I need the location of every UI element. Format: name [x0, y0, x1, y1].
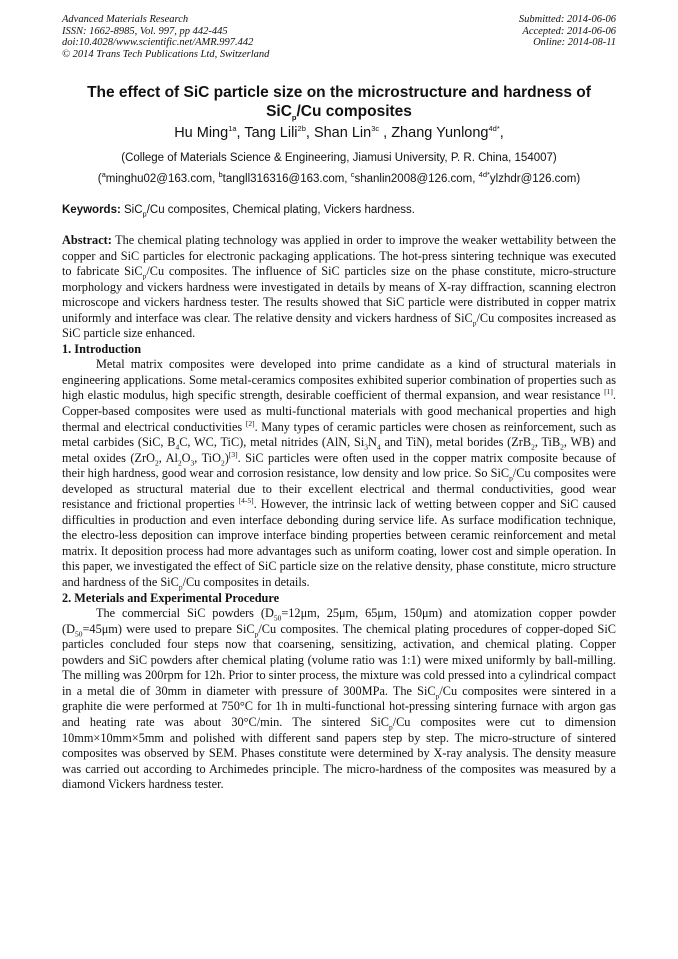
paper-body	[62, 233, 616, 793]
abstract: Abstract: The chemical plating technology was applied in order to improve the weaker wettability between the copper and SiC particles for electronic packaging applications. The hot-press sintering technique was executed to fabricate SiC$_p$/Cu composites. The influence of SiC particles size on the phase constitute, micro-structure morphology and vickers hardness were investigated in details by means of X-ray diffraction, scanning electron microscope and vickers hardness tester. The results showed that SiC particle were distributed in copper matrix uniformly and interface was clear. The relative density and vickers hardness of SiC$_p$/Cu composites increased as SiC particle size enhanced.	[62, 233, 616, 341]
methods-paragraph: The commercial SiC powders ($D_{50}=12\mu m$, 25μm, 65μm, 150μm) and atomization copper powder $(D_{50}=45\mu m)$ were used to prepare SiC$_p$/Cu composites. The chemical plating procedures of copper-doped SiC particles concluded four steps now that coarsening, sensitizing, activation, and chemical plating. Copper powders and SiC powders after chemical plating (volume ratio was 1:1) were mixed uniformly by ball-milling. The milling was 200rpm for 12h. Prior to sinter process, the mixture was cold pressed into a cylindrical compact in a metal die of 30mm in diameter with pressure of 300MPa. The SiC$_p$/Cu composites were sintered in a graphite die were performed at 750°C for 1h in multi-functional hot-pressing sintering furnace with argon gas and heating rate was about 30°C/min. The sintered SiC$_p$/Cu composites were cut to dimension 10mm×10mm×5mm and polished with different sand papers step by step. The micro-structure of sintered composites was observed by SEM. Phases constitute were determined by X-ray analysis. The density measure was carried out according to Archimedes principle. The micro-hardness of the composites was measured by a diamond Vickers hardness tester.	[62, 606, 616, 792]
abstract-label: Abstract:	[62, 233, 112, 247]
header-left	[62, 14, 269, 60]
journal-name: Advanced Materials Research	[62, 14, 189, 25]
title-line-2: SiC$_p$/Cu composites	[266, 103, 412, 123]
keywords-label: Keywords:	[62, 204, 121, 216]
author-2: Tang Lili	[244, 125, 298, 141]
doi[interactable]: doi:10.4028/www.scientific.net/AMR.997.442	[62, 37, 254, 49]
online-date: Online: 2014-08-11	[533, 37, 616, 49]
copyright: © 2014 Trans Tech Publications Ltd, Switzerland	[62, 48, 270, 60]
author-4: Zhang Yunlong	[391, 125, 489, 141]
affiliation: (College of Materials Science & Engineering, Jiamusi University, P. R. China, 154007)	[121, 152, 557, 164]
issn: ISSN: 1662-8985, Vol. 997, pp 442-445	[62, 25, 228, 37]
section-1-heading: 1. Introduction	[62, 341, 142, 356]
author-1: Hu Ming	[174, 125, 229, 141]
author-list: Hu Ming$^{1a}$, Tang Lili$^{2b}$, Shan Lin$^{3c}$ , Zhang Yunlong$^{4d*}$,	[174, 124, 504, 141]
title-line-1: The effect of SiC particle size on the microstructure and hardness of	[87, 84, 591, 101]
keywords: Keywords: SiC$_p$/Cu composites, Chemical plating, Vickers hardness.	[62, 204, 415, 219]
accepted-date: Accepted: 2014-06-06	[522, 25, 616, 37]
submitted-date: Submitted: 2014-06-06	[518, 14, 616, 25]
section-2-heading: 2. Meterials and Experimental Procedure	[62, 590, 280, 605]
header-right	[519, 14, 616, 49]
introduction-paragraph: Metal matrix composites were developed into prime candidate as a kind of structural materials in engineering applications. Some metal-ceramics composites exhibited superior combination of properties such as high elastic modulus, high specific strength, desirable coefficient of thermal expansion, and wear resistance [1]. Copper-based composites were used as multi-functional materials with good mechanical properties and high thermal and electrical conductivities [2]. Many types of ceramic particles were chosen as reinforcement, such as metal carbides (SiC, $B_4C$, WC, TiC), metal nitrides (AlN, $Si_3N_4$ and TiN), metal borides (ZrB$_2$, TiB$_2$, WB) and metal oxides (ZrO$_2$, $Al_2O_3$, TiO$_2$)[3]. SiC particles were often used in the copper matrix composite because of their high hardness, good wear and corrosion resistance, low density and low price. So SiC$_p$/Cu composites were developed as structural material due to their excellent electrical and thermal conductivities, good wear resistance and frictional properties [4-5]. However, the intrinsic lack of wetting between copper and SiC caused difficulties in production and even interface debonding during service life. As surface modification technique, the electro-less deposition can improve interface binding properties between ceramic reinforcement and metal matrix. It deposition process had more advantages such as uniform coating, lower cost and simple operation. In this paper, we investigated the effect of SiC particle size on the relative density, phase constitute, micro structure and hardness of the SiC$_p$/Cu composites in details.	[62, 357, 616, 592]
author-3: Shan Lin	[313, 125, 372, 141]
author-emails: ($^a$minghu02@163.com, $^b$tangll316316@163.com, $^c$shanlin2008@126.com, $^{4d*}$ylzhdr@126.com)	[97, 170, 581, 185]
paper-title	[62, 83, 616, 121]
